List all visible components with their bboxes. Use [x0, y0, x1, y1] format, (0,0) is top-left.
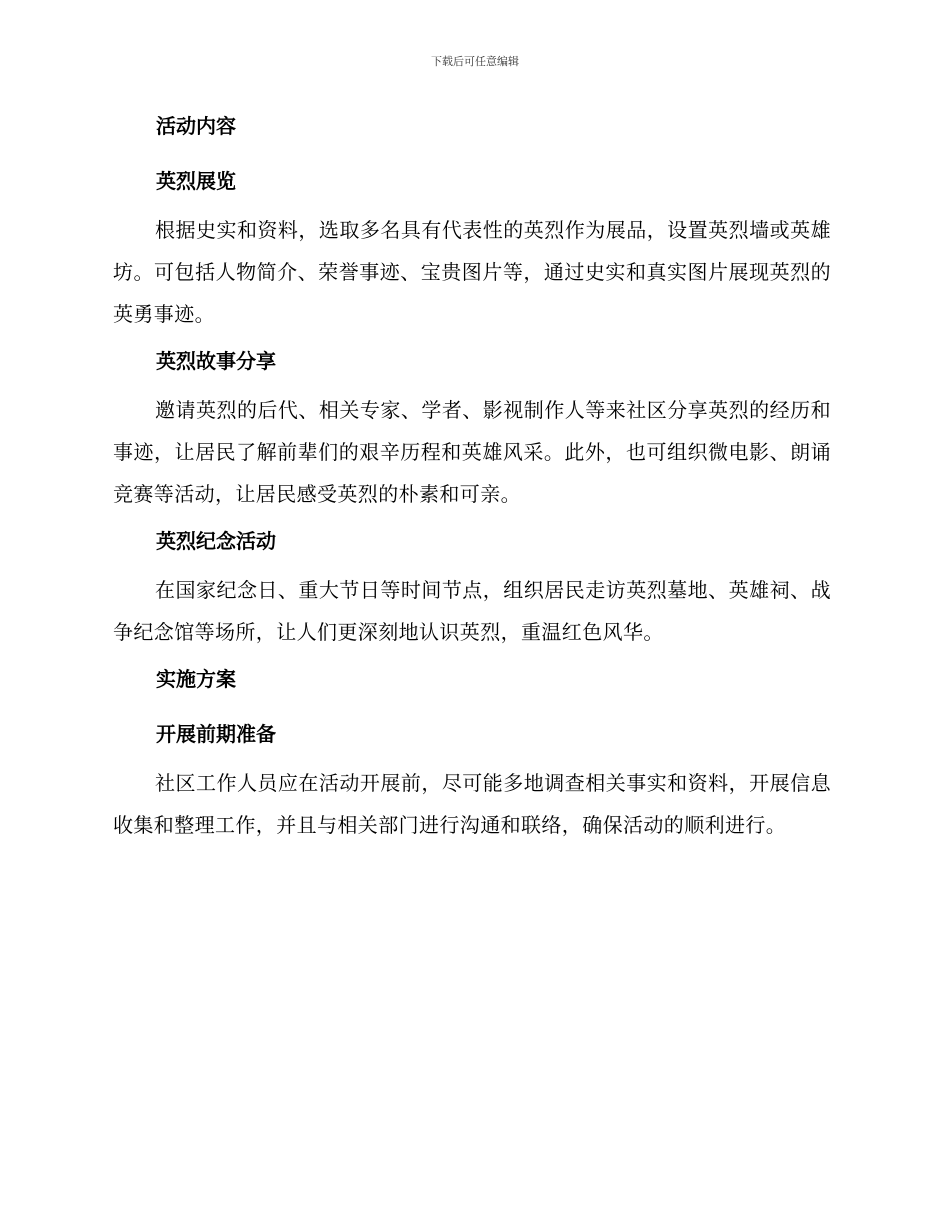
paragraph-preparation: 社区工作人员应在活动开展前，尽可能多地调查相关事实和资料，开展信息收集和整理工作，并且与相关部门进行沟通和联络，确保活动的顺利进行。	[113, 771, 831, 837]
heading-story-sharing: 英烈故事分享	[156, 349, 276, 373]
heading-activity-content: 活动内容	[156, 114, 236, 138]
heading-implementation-plan: 实施方案	[156, 667, 236, 691]
heading-memorial-activity: 英烈纪念活动	[156, 529, 276, 553]
paragraph-memorial-activity: 在国家纪念日、重大节日等时间节点，组织居民走访英烈墓地、英雄祠、战争纪念馆等场所，让人们更深刻地认识英烈，重温红色风华。	[113, 578, 831, 644]
page-header-note: 下载后可任意编辑	[431, 55, 519, 68]
heading-preparation: 开展前期准备	[156, 722, 276, 746]
paragraph-story-sharing: 邀请英烈的后代、相关专家、学者、影视制作人等来社区分享英烈的经历和事迹，让居民了解前辈们的艰辛历程和英雄风采。此外，也可组织微电影、朗诵竞赛等活动，让居民感受英烈的朴素和可亲。	[113, 398, 831, 506]
paragraph-exhibition: 根据史实和资料，选取多名具有代表性的英烈作为展品，设置英烈墙或英雄坊。可包括人物简介、荣誉事迹、宝贵图片等，通过史实和真实图片展现英烈的英勇事迹。	[113, 218, 831, 326]
heading-martyr-exhibition: 英烈展览	[156, 169, 236, 193]
document-body	[113, 106, 831, 852]
